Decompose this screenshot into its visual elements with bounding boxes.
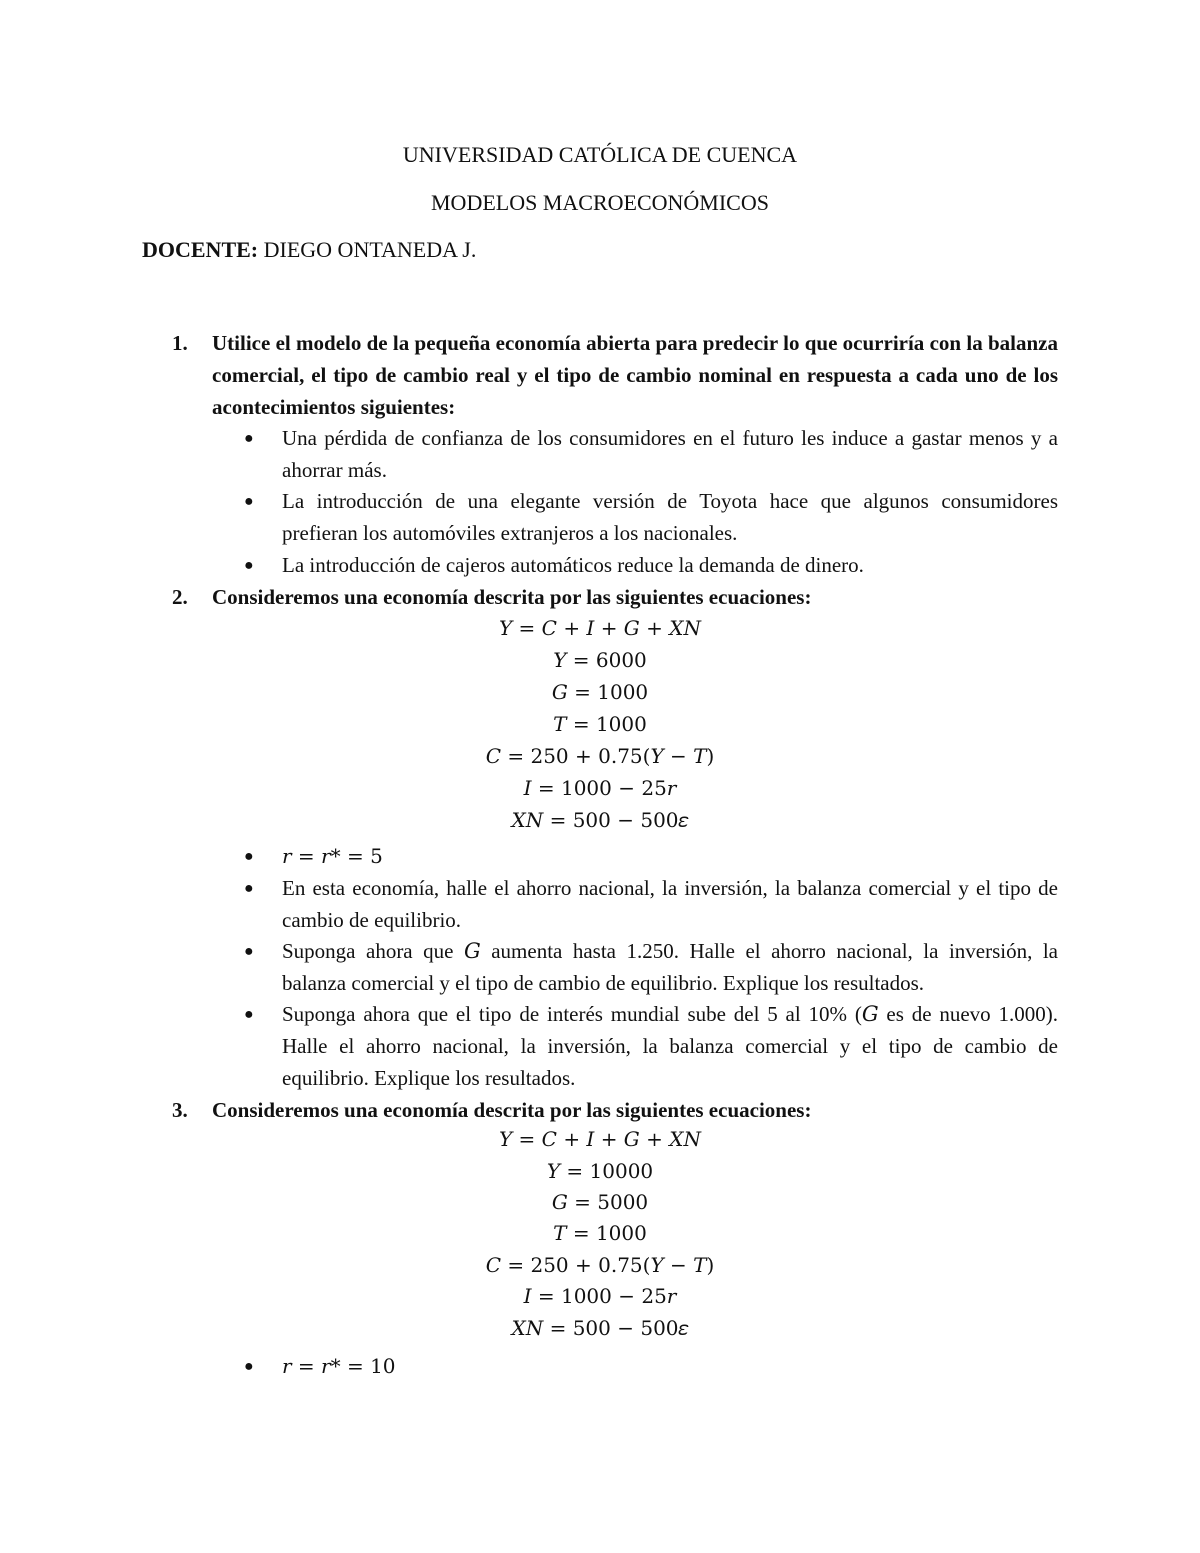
question-2-bullet-1: En esta economía, halle el ahorro nacional, la inversión, la balanza comercial y el tipo de cambio de equilibrio.: [282, 876, 1058, 932]
equation: 𝑇 = 1000: [553, 712, 647, 736]
teacher-name: DIEGO ONTANEDA J.: [258, 237, 477, 262]
question-1-bullet-1: Una pérdida de confianza de los consumidores en el futuro les induce a gastar menos y a ahorrar más.: [282, 426, 1058, 482]
equation: 𝑌 = 𝐶 + 𝐼 + 𝐺 + 𝑋𝑁: [498, 1127, 701, 1151]
equation: 𝑌 = 𝐶 + 𝐼 + 𝐺 + 𝑋𝑁: [498, 616, 701, 640]
university-title: UNIVERSIDAD CATÓLICA DE CUENCA: [402, 142, 798, 167]
question-3-rate: 𝑟 = 𝑟* = 10: [282, 1354, 396, 1378]
equation: 𝐶 = 250 + 0.75(𝑌 − 𝑇): [485, 744, 715, 768]
question-1-number: 1.: [172, 331, 188, 355]
question-3-prompt: Consideremos una economía descrita por las siguientes ecuaciones:: [212, 1098, 812, 1122]
bullet-icon: ●: [244, 880, 254, 897]
equation: 𝑇 = 1000: [553, 1221, 647, 1245]
equation: 𝐶 = 250 + 0.75(𝑌 − 𝑇): [485, 1253, 715, 1277]
equation: 𝐺 = 5000: [551, 1190, 649, 1214]
equation: 𝑋𝑁 = 500 − 500𝜀: [511, 808, 689, 832]
equation: 𝐼 = 1000 − 25𝑟: [523, 1284, 677, 1308]
teacher-label: DOCENTE:: [142, 237, 259, 262]
bullet-icon: ●: [244, 430, 254, 447]
equation: 𝑌 = 10000: [546, 1159, 654, 1183]
question-1-bullet-2: La introducción de una elegante versión de Toyota hace que algunos consumidores prefieran los automóviles extranjeros a los nacionales.: [282, 489, 1058, 545]
question-2-rate: 𝑟 = 𝑟* = 5: [282, 844, 383, 868]
question-1-bullet-3: La introducción de cajeros automáticos reduce la demanda de dinero.: [282, 553, 864, 577]
bullet-icon: ●: [244, 848, 254, 865]
equation: 𝐺 = 1000: [551, 680, 649, 704]
teacher-line: [142, 237, 476, 263]
bullet-icon: ●: [244, 1358, 254, 1375]
bullet-icon: ●: [244, 1006, 254, 1023]
question-3-number: 3.: [172, 1098, 188, 1122]
equation: 𝑌 = 6000: [553, 648, 647, 672]
bullet-icon: ●: [244, 557, 254, 574]
course-title: MODELOS MACROECONÓMICOS: [431, 190, 769, 215]
question-2-bullet-3: Suponga ahora que el tipo de interés mundial sube del 5 al 10% (𝐺 es de nuevo 1.000). Halle el ahorro nacional, la inversión, la balanza comercial y el tipo de cambio de equilibrio. Explique los resultados.: [282, 1002, 1058, 1090]
question-2-prompt: Consideremos una economía descrita por las siguientes ecuaciones:: [212, 585, 812, 609]
equation: 𝐼 = 1000 − 25𝑟: [523, 776, 677, 800]
question-2-number: 2.: [172, 585, 188, 609]
question-2-bullet-2: Suponga ahora que 𝐺 aumenta hasta 1.250. Halle el ahorro nacional, la inversión, la balanza comercial y el tipo de cambio de equilibrio. Explique los resultados.: [282, 939, 1058, 995]
question-1-prompt: Utilice el modelo de la pequeña economía abierta para predecir lo que ocurriría con la balanza comercial, el tipo de cambio real y el tipo de cambio nominal en respuesta a cada uno de los acontecimientos siguientes:: [212, 331, 1058, 419]
equation: 𝑋𝑁 = 500 − 500𝜀: [511, 1316, 689, 1340]
bullet-icon: ●: [244, 943, 254, 960]
bullet-icon: ●: [244, 493, 254, 510]
